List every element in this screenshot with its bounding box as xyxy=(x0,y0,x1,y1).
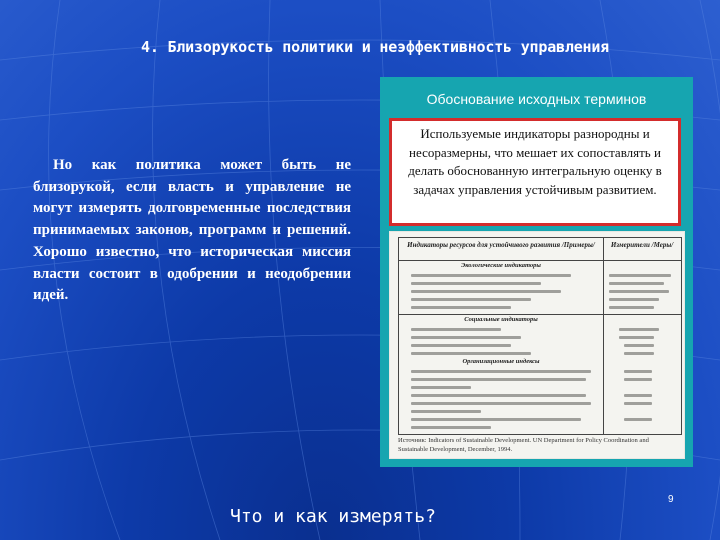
table-cell xyxy=(609,306,654,309)
header-divider xyxy=(399,260,681,261)
panel-heading: Обоснование исходных терминов xyxy=(426,91,647,107)
table-cell xyxy=(624,370,652,373)
table-row xyxy=(411,290,561,293)
table-row xyxy=(411,328,501,331)
indicators-table xyxy=(398,237,682,435)
table-row xyxy=(411,274,571,277)
table-row xyxy=(411,378,586,381)
table-row xyxy=(411,402,591,405)
table-cell xyxy=(609,290,669,293)
table-row xyxy=(411,410,481,413)
table-row xyxy=(411,426,491,429)
slide-title: 4. Близорукость политики и неэффективность управления xyxy=(140,38,610,56)
table-row xyxy=(411,370,591,373)
section-label-ecological: Экологические индикаторы xyxy=(461,262,541,269)
table-row xyxy=(411,352,531,355)
table-header-right: Измерители /Меры/ xyxy=(610,241,674,249)
left-text-block xyxy=(33,155,351,307)
table-row xyxy=(411,298,531,301)
section-label-social: Социальные индикаторы xyxy=(464,316,538,323)
table-cell xyxy=(624,394,652,397)
table-cell xyxy=(609,274,671,277)
table-cell xyxy=(619,336,654,339)
left-paragraph: Но как политика может быть не близорукой, если власть и управление не могут измерять долговременные последствия принимаемых законов, программ и решений. Хорошо известно, что историческая миссия власти состоит в одобрении и неодобрении идей. xyxy=(33,157,351,304)
table-cell xyxy=(624,378,652,381)
table-row xyxy=(411,418,581,421)
table-cell xyxy=(624,402,652,405)
table-row xyxy=(411,394,586,397)
table-cell xyxy=(609,298,659,301)
scanned-table-image xyxy=(389,231,685,459)
bottom-caption: Что и как измерять? xyxy=(230,506,436,527)
right-panel xyxy=(380,77,693,467)
section-divider xyxy=(399,314,681,315)
table-row xyxy=(411,336,521,339)
page-number: 9 xyxy=(668,494,674,505)
table-row xyxy=(411,306,511,309)
note-box: Используемые индикаторы разнородны и несоразмерны, что мешает их сопоставлять и делать обоснованную интегральную оценку в задачах управления устойчивым развитием. xyxy=(389,118,681,226)
section-label-organizational: Организационные индексы xyxy=(462,358,540,365)
table-cell xyxy=(624,344,654,347)
table-cell xyxy=(609,282,664,285)
column-divider xyxy=(603,238,604,434)
table-cell xyxy=(619,328,659,331)
table-row xyxy=(411,344,511,347)
table-source-note: Источник: Indicators of Sustainable Development. UN Department for Policy Coordination and Sustainable Development, December, 1994. xyxy=(398,437,649,453)
table-header-left: Индикаторы ресурсов для устойчивого развития /Примеры/ xyxy=(407,241,595,249)
table-row xyxy=(411,282,541,285)
table-cell xyxy=(624,352,654,355)
table-row xyxy=(411,386,471,389)
table-cell xyxy=(624,418,652,421)
